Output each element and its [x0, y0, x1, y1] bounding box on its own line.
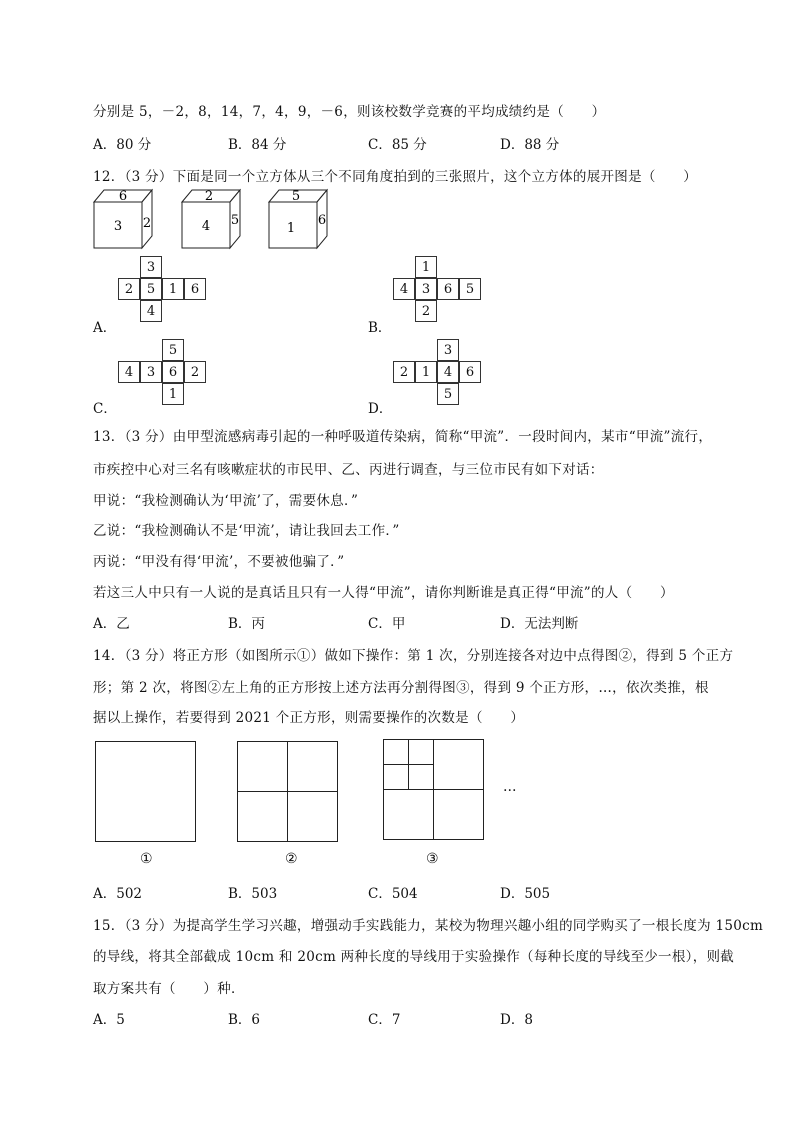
q14-option-d: D．505 — [500, 886, 551, 902]
q15-stem-3: 取方案共有（ ）种． — [93, 981, 245, 997]
cube-photo-3 — [267, 188, 329, 250]
figure-1-square — [95, 741, 196, 842]
q11-option-c: C．85 分 — [368, 137, 427, 153]
net-a-row-4: 6 — [184, 278, 206, 300]
q12-option-a-label: A． — [93, 320, 117, 336]
q15-option-d: D．8 — [500, 1012, 533, 1028]
q14-option-b: B．503 — [228, 886, 278, 902]
q11-option-d: D．88 分 — [500, 137, 560, 153]
q11-option-b: B．84 分 — [228, 137, 287, 153]
cube-1-front-label: 3 — [113, 219, 123, 234]
q14-stem-3: 据以上操作，若要得到 2021 个正方形，则需要操作的次数是（ ） — [93, 710, 525, 726]
cube-3-top-label: 5 — [291, 189, 301, 204]
net-b-top: 1 — [415, 256, 437, 278]
q12-option-b-label: B． — [368, 320, 392, 336]
net-c-row-3: 6 — [162, 361, 184, 383]
net-a-row-1: 2 — [118, 278, 140, 300]
q11-continuation: 分别是 5，－2，8，14，7，4，9，－6，则该校数学竞赛的平均成绩约是（ ） — [93, 104, 606, 120]
figure-3-horizontal-divider — [383, 789, 484, 790]
cube-3-side-label: 6 — [317, 213, 327, 228]
q13-option-b: B．丙 — [228, 616, 265, 632]
net-c-bottom: 1 — [162, 383, 184, 405]
cube-2-front-label: 4 — [201, 219, 211, 234]
figure-3-inner-horizontal-divider — [383, 764, 433, 765]
figure-2-label: ② — [285, 851, 298, 867]
net-d-row-4: 6 — [459, 361, 481, 383]
q12-option-d-label: D． — [368, 401, 393, 417]
q13-option-a: A．乙 — [93, 616, 130, 632]
net-b-bottom: 2 — [415, 300, 437, 322]
q13-stem-1: 13．（3 分）由甲型流感病毒引起的一种呼吸道传染病，简称“甲流”．一段时间内，某市“甲流”流行， — [93, 429, 713, 445]
q14-stem-1: 14．（3 分）将正方形（如图所示①）做如下操作：第 1 次，分别连接各对边中点得图②，得到 5 个正方 — [93, 648, 734, 664]
figure-2-horizontal-divider — [237, 791, 338, 792]
q13-yi: 乙说：“我检测确认不是‘甲流’，请让我回去工作．” — [93, 523, 400, 539]
net-d-row-2: 1 — [415, 361, 437, 383]
net-c-row-4: 2 — [184, 361, 206, 383]
q15-option-c: C．7 — [368, 1012, 401, 1028]
net-a-top: 3 — [140, 256, 162, 278]
q14-option-a: A．502 — [93, 886, 143, 902]
net-d-row-3: 4 — [437, 361, 459, 383]
cube-1-top-label: 6 — [118, 189, 128, 204]
net-c-top: 5 — [162, 339, 184, 361]
net-b-row-1: 4 — [393, 278, 415, 300]
net-b-row-3: 6 — [437, 278, 459, 300]
q13-option-d: D．无法判断 — [500, 616, 579, 632]
net-c-row-1: 4 — [118, 361, 140, 383]
net-d-row-1: 2 — [393, 361, 415, 383]
q13-jia: 甲说：“我检测确认为‘甲流’了，需要休息．” — [93, 493, 359, 509]
net-d-bottom: 5 — [437, 383, 459, 405]
q13-option-c: C．甲 — [368, 616, 406, 632]
figure-1-label: ① — [140, 851, 153, 867]
net-b-row-2: 3 — [415, 278, 437, 300]
q13-question: 若这三人中只有一人说的是真话且只有一人得“甲流”，请你判断谁是真正得“甲流”的人（ ） — [93, 585, 674, 601]
cube-1-side-label: 2 — [142, 216, 152, 231]
cube-3-front-label: 1 — [286, 221, 296, 236]
cube-photo-2 — [180, 188, 242, 250]
figure-ellipsis: … — [503, 779, 517, 795]
cube-2-side-label: 5 — [230, 213, 240, 228]
q13-bing: 丙说：“甲没有得‘甲流’，不要被他骗了．” — [93, 554, 345, 570]
net-a-row-2: 5 — [140, 278, 162, 300]
q14-stem-2: 形；第 2 次，将图②左上角的正方形按上述方法再分割得图③，得到 9 个正方形，…，依次类推，根 — [93, 680, 709, 696]
figure-3-label: ③ — [426, 851, 439, 867]
cube-2-top-label: 2 — [204, 189, 214, 204]
net-a-bottom: 4 — [140, 300, 162, 322]
q12-stem: 12．（3 分）下面是同一个立方体从三个不同角度拍到的三张照片，这个立方体的展开图是（ ） — [93, 169, 698, 185]
net-c-row-2: 3 — [140, 361, 162, 383]
q12-option-c-label: C． — [93, 401, 117, 417]
q15-option-b: B．6 — [228, 1012, 261, 1028]
q15-option-a: A．5 — [93, 1012, 125, 1028]
q15-stem-1: 15．（3 分）为提高学生学习兴趣，增强动手实践能力，某校为物理兴趣小组的同学购买了一根长度为 150cm — [93, 918, 764, 934]
q13-stem-2: 市疾控中心对三名有咳嗽症状的市民甲、乙、丙进行调查，与三位市民有如下对话： — [93, 462, 604, 478]
net-d-top: 3 — [437, 339, 459, 361]
q11-option-a: A．80 分 — [93, 137, 152, 153]
q15-stem-2: 的导线，将其全部截成 10cm 和 20cm 两种长度的导线用于实验操作（每种长度的导线至少一根），则截 — [93, 949, 735, 965]
q14-option-c: C．504 — [368, 886, 418, 902]
cube-photo-1 — [92, 188, 154, 250]
net-b-row-4: 5 — [459, 278, 481, 300]
net-a-row-3: 1 — [162, 278, 184, 300]
